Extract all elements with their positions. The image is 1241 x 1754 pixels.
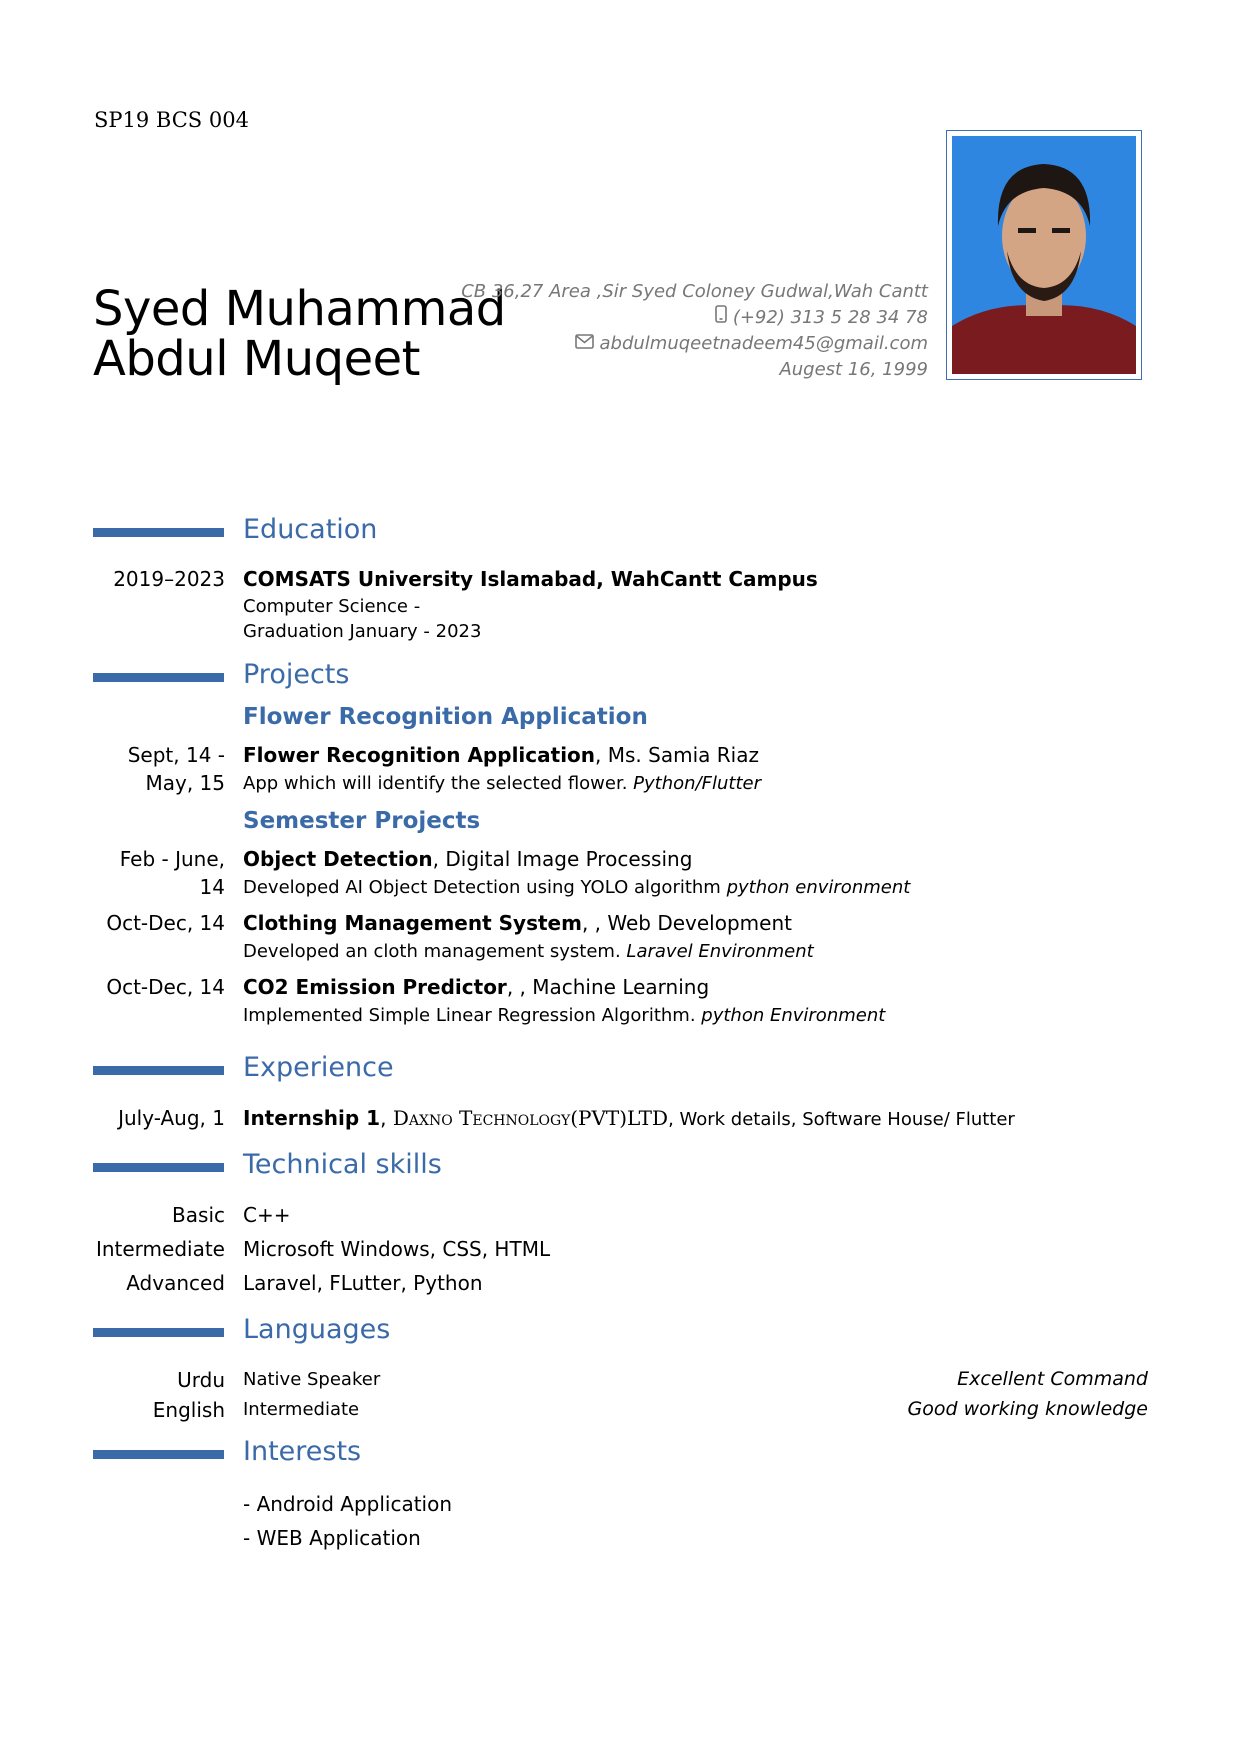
projects-heading: Projects bbox=[243, 659, 350, 690]
skills-heading: Technical skills bbox=[243, 1149, 442, 1180]
semester-project-name: CO2 Emission Predictor bbox=[243, 975, 507, 999]
semester-tech: python environment bbox=[726, 877, 911, 898]
semester-project-course: , , Web Development bbox=[581, 911, 792, 935]
envelope-icon bbox=[575, 331, 594, 357]
education-school: COMSATS University Islamabad, WahCantt Campus bbox=[243, 567, 818, 591]
interests-section-bar bbox=[93, 1450, 224, 1459]
skill-list: Microsoft Windows, CSS, HTML bbox=[243, 1237, 551, 1261]
semester-desc-text: Implemented Simple Linear Regression Algorithm. bbox=[243, 1005, 696, 1026]
experience-details: , Work details, Software House/ Flutter bbox=[668, 1109, 1015, 1130]
language-level: Native Speaker bbox=[243, 1369, 381, 1390]
skill-level: Intermediate bbox=[95, 1237, 225, 1261]
email[interactable]: abdulmuqeetnadeem45@gmail.com bbox=[599, 333, 928, 354]
flower-project-desc bbox=[243, 771, 761, 796]
email-line bbox=[461, 331, 928, 357]
semester-project-title bbox=[243, 973, 709, 1001]
interest-item: - WEB Application bbox=[243, 1526, 421, 1550]
first-name: Syed Muhammad bbox=[93, 281, 506, 337]
semester-project-date-end: 14 bbox=[199, 875, 225, 899]
semester-project-date: Oct-Dec, 14 bbox=[106, 975, 225, 999]
flower-project-supervisor: , Ms. Samia Riaz bbox=[595, 743, 759, 767]
skill-level: Basic bbox=[172, 1203, 225, 1227]
education-date: 2019–2023 bbox=[113, 567, 225, 591]
education-graduation: Graduation January - 2023 bbox=[243, 621, 482, 642]
mobile-phone-icon bbox=[715, 305, 727, 331]
semester-tech: python Environment bbox=[701, 1005, 886, 1026]
projects-section-bar bbox=[93, 673, 224, 682]
experience-heading: Experience bbox=[243, 1052, 394, 1083]
semester-project-name: Clothing Management System bbox=[243, 911, 582, 935]
date-of-birth: Augest 16, 1999 bbox=[779, 359, 928, 380]
semester-desc-text: Developed AI Object Detection using YOLO algorithm bbox=[243, 877, 721, 898]
skill-list: Laravel, FLutter, Python bbox=[243, 1271, 483, 1295]
phone-line bbox=[461, 305, 928, 331]
skill-level: Advanced bbox=[126, 1271, 225, 1295]
language-note: Excellent Command bbox=[957, 1368, 1148, 1390]
languages-section-bar bbox=[93, 1328, 224, 1337]
education-degree: Computer Science - bbox=[243, 596, 421, 617]
semester-tech: Laravel Environment bbox=[626, 941, 814, 962]
semester-project-desc bbox=[243, 939, 814, 964]
experience-title: Internship 1 bbox=[243, 1106, 381, 1130]
skill-list: C++ bbox=[243, 1203, 291, 1227]
flower-project-title bbox=[243, 741, 759, 769]
experience-date: July-Aug, 1 bbox=[118, 1106, 225, 1130]
phone: (+92) 313 5 28 34 78 bbox=[732, 307, 928, 328]
semester-project-course: , Digital Image Processing bbox=[432, 847, 693, 871]
experience-company: Daxno Technology(PVT)LTD bbox=[392, 1106, 669, 1130]
student-id: SP19 BCS 004 bbox=[94, 108, 249, 132]
projects-subheading-flower: Flower Recognition Application bbox=[243, 704, 648, 730]
education-heading: Education bbox=[243, 514, 378, 545]
flower-date-start: Sept, 14 - bbox=[127, 743, 225, 767]
semester-project-name: Object Detection bbox=[243, 847, 433, 871]
full-name bbox=[93, 281, 506, 387]
last-name: Abdul Muqeet bbox=[93, 331, 420, 387]
language-note: Good working knowledge bbox=[907, 1398, 1148, 1420]
education-section-bar bbox=[93, 528, 224, 537]
flower-date-end: May, 15 bbox=[145, 771, 225, 795]
semester-project-course: , , Machine Learning bbox=[506, 975, 710, 999]
flower-project-name: Flower Recognition Application bbox=[243, 743, 596, 767]
interest-item: - Android Application bbox=[243, 1492, 453, 1516]
semester-project-desc bbox=[243, 1003, 885, 1028]
languages-heading: Languages bbox=[243, 1314, 391, 1345]
semester-project-title bbox=[243, 909, 792, 937]
language-name: Urdu bbox=[177, 1368, 225, 1392]
semester-project-title bbox=[243, 845, 692, 873]
flower-tech: Python/Flutter bbox=[633, 773, 761, 794]
profile-photo bbox=[946, 130, 1142, 380]
skills-section-bar bbox=[93, 1163, 224, 1172]
language-name: English bbox=[152, 1398, 225, 1422]
language-level: Intermediate bbox=[243, 1399, 360, 1420]
flower-desc-text: App which will identify the selected flower. bbox=[243, 773, 628, 794]
contact-info bbox=[461, 279, 928, 383]
semester-desc-text: Developed an cloth management system. bbox=[243, 941, 621, 962]
projects-subheading-semester: Semester Projects bbox=[243, 808, 481, 834]
experience-section-bar bbox=[93, 1066, 224, 1075]
address: CB 36,27 Area ,Sir Syed Coloney Gudwal,Wah Cantt bbox=[461, 281, 928, 302]
semester-project-date: Oct-Dec, 14 bbox=[106, 911, 225, 935]
experience-entry: Internship 1, Daxno Technology(PVT)LTD, Work details, Software House/ Flutter bbox=[243, 1106, 1015, 1130]
semester-project-desc bbox=[243, 875, 910, 900]
semester-project-date-start: Feb - June, bbox=[119, 847, 225, 871]
interests-heading: Interests bbox=[243, 1436, 362, 1467]
